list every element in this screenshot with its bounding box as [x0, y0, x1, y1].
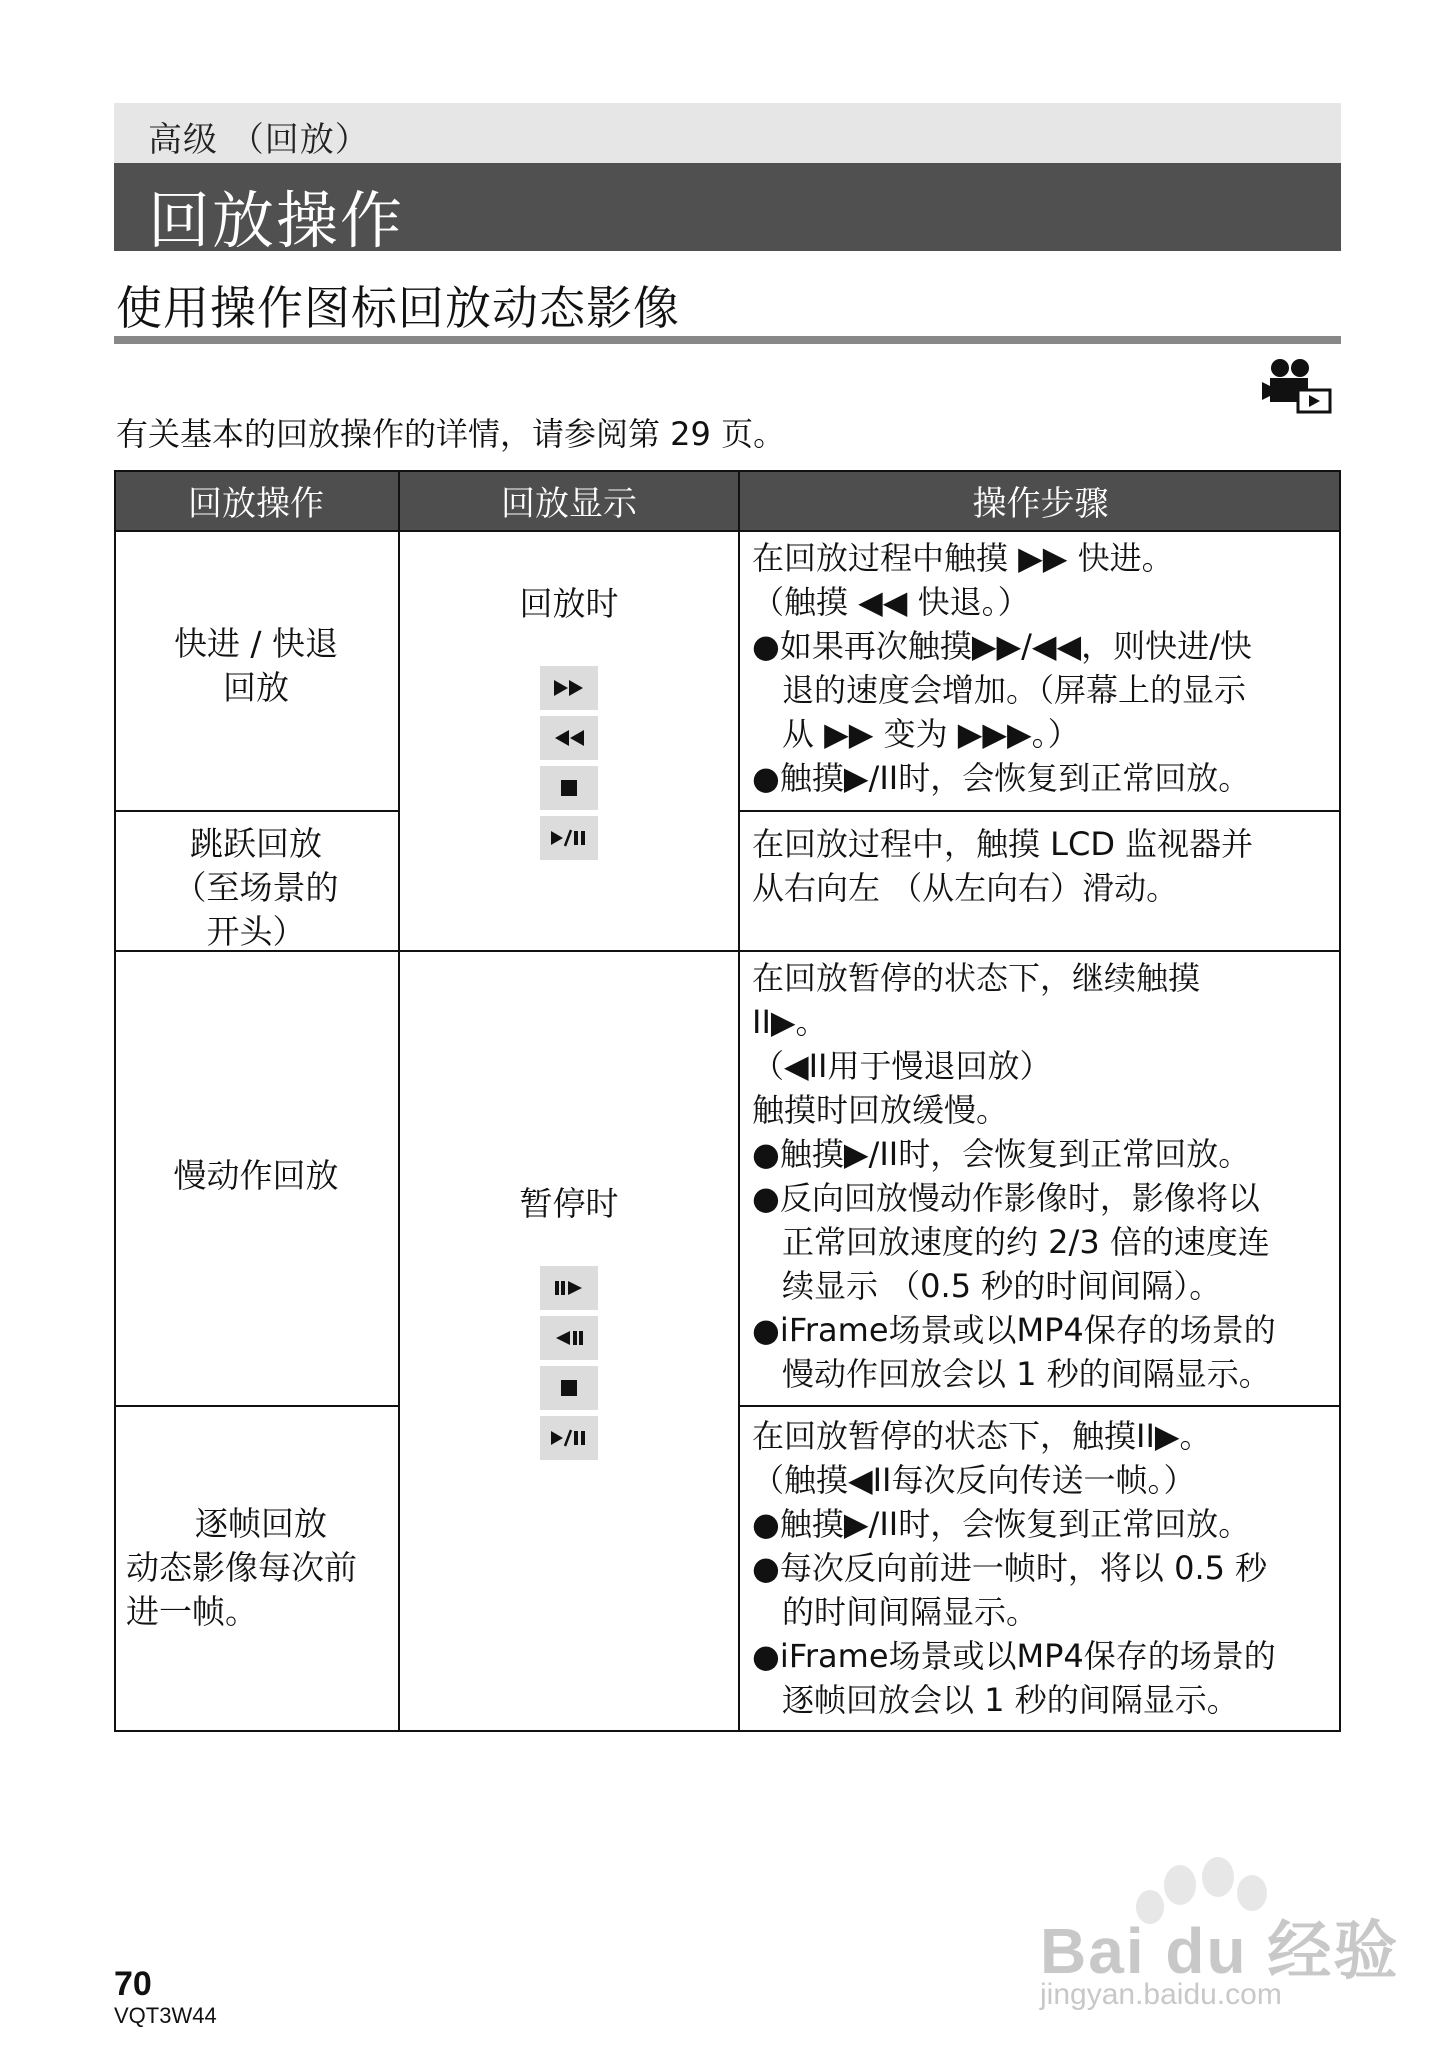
page-title: 回放操作	[148, 184, 405, 257]
step-line: ●每次反向前进一帧时，将以 0.5 秒	[752, 1549, 1268, 1587]
table-border	[398, 470, 400, 1732]
step-line: 续显示 （0.5 秒的时间间隔）。	[782, 1267, 1222, 1305]
table-border	[114, 470, 1341, 472]
table-border	[114, 1730, 1341, 1732]
fast-forward-icon	[540, 666, 598, 710]
section-heading: 使用操作图标回放动态影像	[116, 281, 680, 335]
step-line: ●如果再次触摸▶▶/◀◀，则快进/快	[752, 627, 1252, 665]
play-pause-icon	[540, 816, 598, 860]
operation-note: 动态影像每次前	[126, 1548, 357, 1587]
table-border	[114, 530, 1341, 532]
operation-cell	[114, 622, 398, 710]
operation-cell	[114, 1154, 398, 1198]
operation-label: 逐帧回放	[195, 1504, 327, 1543]
step-line: ●反向回放慢动作影像时，影像将以	[752, 1179, 1260, 1217]
step-line: ●触摸▶/II时，会恢复到正常回放。	[752, 1505, 1251, 1543]
step-line: ●触摸▶/II时，会恢复到正常回放。	[752, 1135, 1251, 1173]
steps-cell	[752, 822, 1253, 910]
table-border	[114, 1405, 400, 1407]
step-line: ●iFrame场景或以MP4保存的场景的	[752, 1637, 1276, 1675]
table-border	[1339, 470, 1341, 1732]
step-line: 在回放暂停的状态下，继续触摸	[752, 959, 1201, 997]
step-line: 退的速度会增加。（屏幕上的显示	[782, 671, 1247, 709]
step-line: ●触摸▶/II时，会恢复到正常回放。	[752, 759, 1251, 797]
operation-cell	[126, 1502, 396, 1634]
step-line: 触摸时回放缓慢。	[752, 1091, 1009, 1129]
step-line: 从右向左 （从左向右）滑动。	[752, 869, 1179, 907]
table-border	[738, 1405, 1341, 1407]
operation-label: （至场景的	[173, 868, 339, 907]
steps-cell	[752, 1414, 1276, 1722]
step-line: 正常回放速度的约 2/3 倍的速度连	[782, 1223, 1270, 1261]
table-border	[738, 470, 740, 1732]
operation-label: 慢动作回放	[173, 1156, 339, 1195]
column-header-operation: 回放操作	[114, 470, 398, 530]
stop-icon	[540, 766, 598, 810]
document-code: VQT3W44	[114, 2003, 217, 2028]
step-line: 在回放过程中，触摸 LCD 监视器并	[752, 825, 1254, 863]
page-number: 70	[114, 1965, 152, 2003]
step-line: （触摸◀II每次反向传送一帧。）	[752, 1461, 1196, 1499]
column-header-steps: 操作步骤	[740, 470, 1341, 530]
operation-note: 进一帧。	[126, 1592, 258, 1631]
operations-table	[114, 470, 1341, 1732]
display-label: 回放时	[519, 584, 619, 623]
step-line: II▶。	[752, 1003, 828, 1041]
step-line: 慢动作回放会以 1 秒的间隔显示。	[782, 1355, 1271, 1393]
breadcrumb: 高级 （回放）	[148, 120, 370, 160]
step-line: 逐帧回放会以 1 秒的间隔显示。	[782, 1681, 1239, 1719]
steps-cell	[752, 956, 1276, 1396]
operation-label: 回放	[223, 668, 289, 707]
watermark-url: jingyan.baidu.com	[1040, 1978, 1282, 2011]
stop-icon	[540, 1366, 598, 1410]
movie-playback-icon	[1262, 356, 1334, 416]
table-border	[738, 810, 1341, 812]
step-line: 的时间间隔显示。	[782, 1593, 1039, 1631]
step-line: 在回放暂停的状态下，触摸II▶。	[752, 1417, 1212, 1455]
step-line: （◀II用于慢退回放）	[752, 1047, 1052, 1085]
operation-label: 快进 / 快退	[173, 624, 339, 663]
intro-text: 有关基本的回放操作的详情，请参阅第 29 页。	[116, 415, 786, 453]
frame-advance-icon	[540, 1266, 598, 1310]
frame-reverse-icon	[540, 1316, 598, 1360]
steps-cell	[752, 536, 1252, 800]
operation-label: 跳跃回放	[190, 824, 322, 863]
operation-label: 开头）	[206, 912, 306, 951]
step-line: 从 ▶▶ 变为 ▶▶▶。）	[782, 715, 1080, 753]
play-pause-icon	[540, 1416, 598, 1460]
step-line: （触摸 ◀◀ 快退。）	[752, 583, 1030, 621]
operation-cell	[114, 822, 398, 954]
step-line: 在回放过程中触摸 ▶▶ 快进。	[752, 539, 1174, 577]
rewind-icon	[540, 716, 598, 760]
watermark-brand: Bai du 经验	[1040, 1915, 1400, 1987]
display-label: 暂停时	[519, 1184, 619, 1223]
section-divider	[114, 336, 1341, 344]
step-line: ●iFrame场景或以MP4保存的场景的	[752, 1311, 1276, 1349]
table-border	[114, 810, 400, 812]
column-header-display: 回放显示	[400, 470, 738, 530]
